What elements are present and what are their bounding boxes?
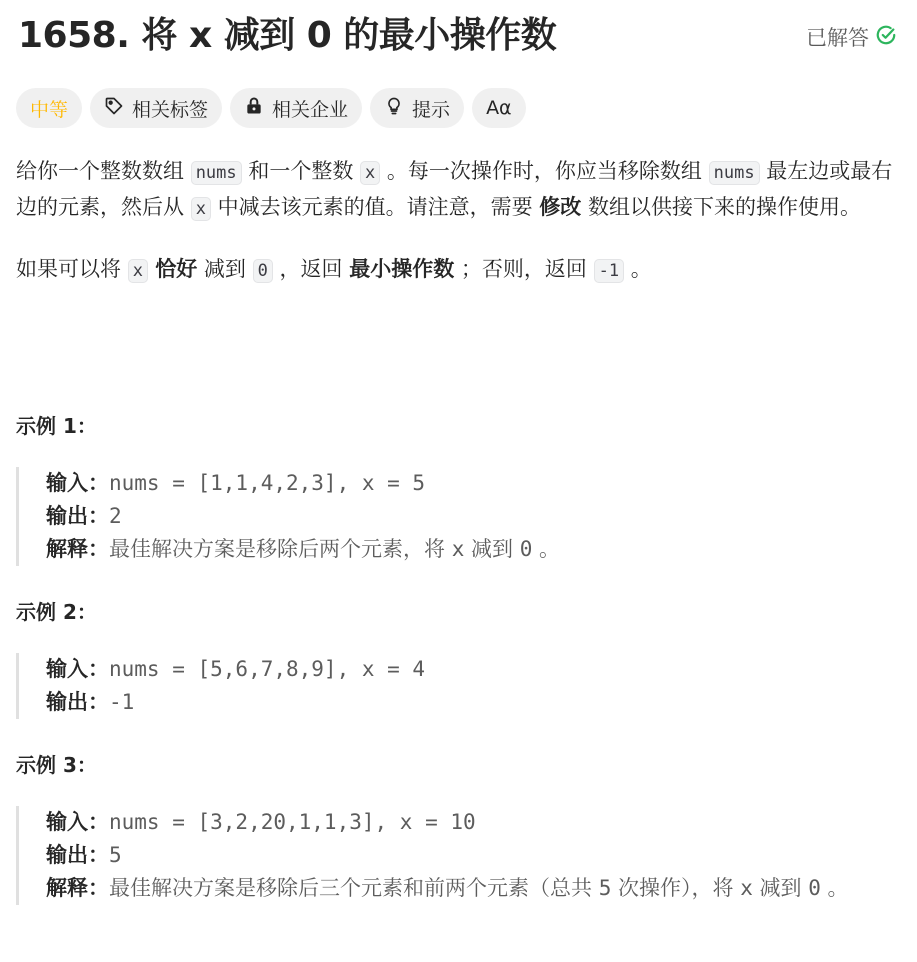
text: 和一个整数 bbox=[241, 159, 360, 183]
example-output bbox=[46, 500, 881, 533]
description-paragraph-2 bbox=[16, 252, 901, 288]
explain-text: 次操作），将 bbox=[611, 876, 741, 900]
inline-code: x bbox=[191, 197, 211, 221]
difficulty-badge[interactable] bbox=[16, 88, 82, 128]
input-value: nums = [1,1,4,2,3], x = 5 bbox=[109, 471, 426, 495]
example-2-title: 示例 2： bbox=[16, 600, 97, 624]
example-input bbox=[46, 653, 881, 686]
input-label: 输入： bbox=[46, 657, 109, 681]
text: 数组以供接下来的操作使用。 bbox=[581, 195, 861, 219]
text: 最左边或最右边的元素，然后从 bbox=[16, 159, 893, 219]
inline-code: x bbox=[360, 161, 380, 185]
explain-code: x bbox=[451, 537, 465, 561]
example-input bbox=[46, 467, 881, 500]
bold-text: 最小操作数 bbox=[349, 257, 455, 281]
example-2-block bbox=[16, 653, 881, 719]
explain-code: 5 bbox=[598, 876, 612, 900]
explain-text: 最佳解决方案是移除后两个元素，将 bbox=[109, 537, 452, 561]
font-icon: Aα bbox=[486, 97, 512, 119]
problem-title: 1658. 将 x 减到 0 的最小操作数 bbox=[18, 15, 557, 56]
output-label: 输出： bbox=[46, 843, 109, 867]
font-settings-button[interactable] bbox=[472, 88, 526, 128]
output-label: 输出： bbox=[46, 504, 109, 528]
example-explanation bbox=[46, 533, 881, 566]
explain-text: 减到 bbox=[752, 876, 809, 900]
inline-code: x bbox=[128, 259, 148, 283]
bold-text: 恰好 bbox=[147, 257, 198, 281]
text: ，返回 bbox=[272, 257, 350, 281]
output-label: 输出： bbox=[46, 690, 109, 714]
lock-icon bbox=[244, 96, 264, 121]
example-3-block bbox=[16, 806, 881, 905]
example-output bbox=[46, 839, 881, 872]
text: 中减去该元素的值。请注意，需要 bbox=[210, 195, 540, 219]
check-circle-icon bbox=[875, 24, 897, 51]
inline-code: nums bbox=[191, 161, 242, 185]
example-explanation bbox=[46, 872, 881, 905]
example-1-title: 示例 1： bbox=[16, 414, 97, 438]
difficulty-label: 中等 bbox=[30, 98, 69, 121]
inline-code: -1 bbox=[594, 259, 624, 283]
related-companies-button[interactable] bbox=[230, 88, 362, 128]
input-value: nums = [3,2,20,1,1,3], x = 10 bbox=[109, 810, 476, 834]
text: 如果可以将 bbox=[16, 257, 128, 281]
hint-label: 提示 bbox=[412, 98, 451, 121]
explain-text: 。 bbox=[820, 876, 849, 900]
text: 给你一个整数数组 bbox=[16, 159, 191, 183]
inline-code: nums bbox=[709, 161, 760, 185]
text: 。 bbox=[624, 257, 652, 281]
input-value: nums = [5,6,7,8,9], x = 4 bbox=[109, 657, 426, 681]
problem-header bbox=[18, 12, 897, 62]
text: 。每一次操作时，你应当移除数组 bbox=[380, 159, 709, 183]
explain-text: 最佳解决方案是移除后三个元素和前两个元素（总共 bbox=[109, 876, 599, 900]
input-label: 输入： bbox=[46, 471, 109, 495]
example-1-block bbox=[16, 467, 881, 566]
input-label: 输入： bbox=[46, 810, 109, 834]
related-tags-button[interactable] bbox=[90, 88, 222, 128]
explain-label: 解释： bbox=[46, 537, 109, 561]
output-value: -1 bbox=[109, 690, 135, 714]
output-value: 5 bbox=[109, 843, 122, 867]
solved-label: 已解答 bbox=[806, 26, 869, 50]
explain-code: 0 bbox=[519, 537, 533, 561]
inline-code: 0 bbox=[253, 259, 273, 283]
output-value: 2 bbox=[109, 504, 122, 528]
tag-bar bbox=[16, 88, 526, 128]
problem-description bbox=[16, 154, 901, 288]
solved-status bbox=[806, 22, 897, 52]
explain-code: 0 bbox=[808, 876, 821, 900]
text: ；否则，返回 bbox=[454, 257, 594, 281]
explain-label: 解释： bbox=[46, 876, 109, 900]
bold-text: 修改 bbox=[539, 195, 582, 219]
example-output bbox=[46, 686, 881, 719]
description-paragraph-1 bbox=[16, 154, 901, 226]
hint-button[interactable] bbox=[370, 88, 464, 128]
bulb-icon bbox=[384, 96, 404, 121]
example-3-title: 示例 3： bbox=[16, 753, 97, 777]
explain-text: 。 bbox=[532, 537, 561, 561]
text: 减到 bbox=[197, 257, 253, 281]
example-input bbox=[46, 806, 881, 839]
explain-code: x bbox=[740, 876, 753, 900]
related-companies-label: 相关企业 bbox=[272, 98, 349, 121]
related-tags-label: 相关标签 bbox=[132, 98, 209, 121]
tag-icon bbox=[104, 96, 124, 121]
explain-text: 减到 bbox=[464, 537, 520, 561]
